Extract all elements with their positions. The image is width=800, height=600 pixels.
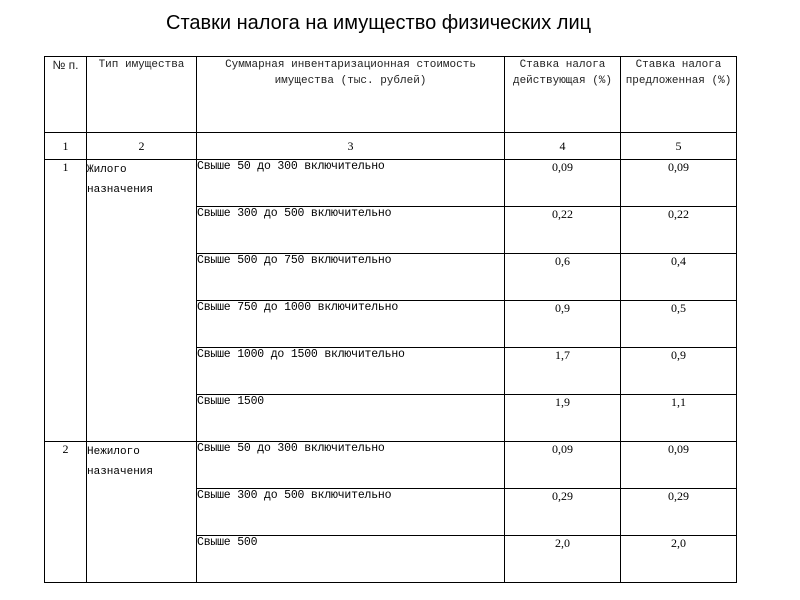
value-range: Свыше 300 до 500 включительно — [197, 489, 505, 536]
proposed-rate: 0,29 — [621, 489, 737, 536]
header-type: Тип имущества — [87, 57, 197, 133]
value-range: Свыше 500 до 750 включительно — [197, 254, 505, 301]
proposed-rate: 0,22 — [621, 207, 737, 254]
proposed-rate: 0,5 — [621, 301, 737, 348]
header-current-rate: Ставка налога действующая (%) — [505, 57, 621, 133]
table-row — [45, 442, 737, 489]
header-value: Суммарная инвентаризационная стоимость имущества (тыс. рублей) — [197, 57, 505, 133]
current-rate: 1,7 — [505, 348, 621, 395]
column-number: 5 — [621, 133, 737, 160]
current-rate: 1,9 — [505, 395, 621, 442]
value-range: Свыше 1000 до 1500 включительно — [197, 348, 505, 395]
column-number: 2 — [87, 133, 197, 160]
column-number-row — [45, 133, 737, 160]
value-range: Свыше 50 до 300 включительно — [197, 160, 505, 207]
current-rate: 0,22 — [505, 207, 621, 254]
header-proposed-rate: Ставка налога предложенная (%) — [621, 57, 737, 133]
property-type: Нежилого назначения — [87, 442, 197, 583]
header-num: № п. — [45, 57, 87, 133]
proposed-rate: 0,09 — [621, 160, 737, 207]
current-rate: 0,29 — [505, 489, 621, 536]
property-type: Жилого назначения — [87, 160, 197, 442]
table-row — [45, 160, 737, 207]
current-rate: 0,9 — [505, 301, 621, 348]
value-range: Свыше 500 — [197, 536, 505, 583]
column-number: 3 — [197, 133, 505, 160]
tax-rates-table — [44, 56, 737, 583]
proposed-rate: 0,9 — [621, 348, 737, 395]
value-range: Свыше 50 до 300 включительно — [197, 442, 505, 489]
value-range: Свыше 300 до 500 включительно — [197, 207, 505, 254]
value-range: Свыше 750 до 1000 включительно — [197, 301, 505, 348]
proposed-rate: 1,1 — [621, 395, 737, 442]
current-rate: 2,0 — [505, 536, 621, 583]
value-range: Свыше 1500 — [197, 395, 505, 442]
row-index: 1 — [45, 160, 87, 442]
current-rate: 0,09 — [505, 160, 621, 207]
proposed-rate: 0,09 — [621, 442, 737, 489]
proposed-rate: 2,0 — [621, 536, 737, 583]
page-title: Ставки налога на имущество физических лиц — [166, 12, 592, 34]
column-number: 4 — [505, 133, 621, 160]
proposed-rate: 0,4 — [621, 254, 737, 301]
current-rate: 0,09 — [505, 442, 621, 489]
column-number: 1 — [45, 133, 87, 160]
header-row — [45, 57, 737, 133]
current-rate: 0,6 — [505, 254, 621, 301]
row-index: 2 — [45, 442, 87, 583]
